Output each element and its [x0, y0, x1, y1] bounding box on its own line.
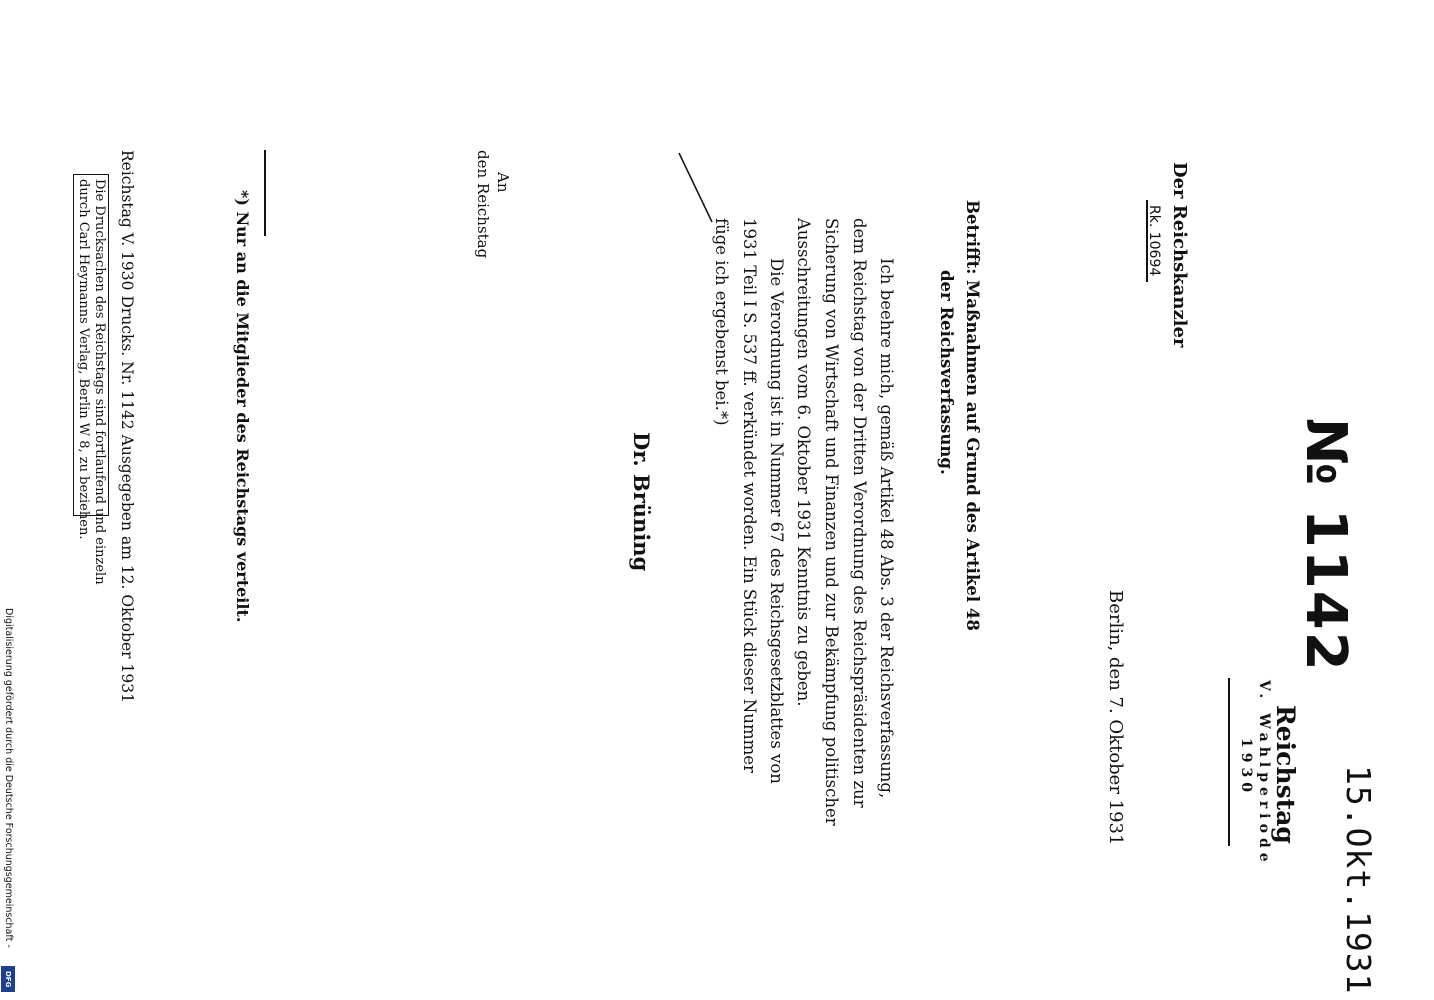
body-line: Die Verordnung ist in Nummer 67 des Reichsgesetzblattes von	[767, 258, 786, 784]
body-line: dem Reichstag von der Dritten Verordnung des Reichspräsidenten zur	[850, 218, 869, 808]
body-line: füge ich ergebenst bei.*)	[712, 218, 731, 426]
body-line: Ich beehre mich, gemäß Artikel 48 Abs. 3 der Reichsverfassung,	[877, 258, 896, 799]
recipient-line-1: An	[494, 172, 512, 193]
stamp-bracket-line	[1228, 678, 1230, 846]
recipient-line-2: den Reichstag	[474, 150, 492, 259]
imprint-line: Reichstag V. 1930 Drucks. Nr. 1142 Ausgegeben am 12. Oktober 1931	[118, 150, 136, 703]
document-number-stamp: № 1142	[1293, 418, 1358, 673]
received-date-stamp: 15.Okt.1931	[1339, 765, 1378, 995]
distribution-note-box	[73, 174, 109, 585]
footnote-rule	[264, 150, 266, 236]
body-line: Ausschreitungen vom 6. Oktober 1931 Kenntnis zu geben.	[794, 218, 813, 707]
body-line: Sicherung von Wirtschaft und Finanzen und zur Bekämpfung politischer	[822, 218, 841, 826]
footnote: *) Nur an die Mitglieder des Reichstags verteilt.	[233, 190, 252, 623]
reichstag-stamp-label: Reichstag	[1271, 705, 1300, 844]
sender: Der Reichskanzler	[1169, 162, 1190, 348]
distribution-note-line-2: durch Carl Heymanns Verlag, Berlin W 8, zu beziehen.	[76, 179, 91, 540]
wahlperiode-label: V. Wahlperiode	[1256, 680, 1272, 867]
wahlperiode-year: 1930	[1238, 738, 1254, 797]
distribution-note-line-1: Die Drucksachen des Reichstags sind fortlaufend und einzeln	[92, 179, 107, 585]
dfg-logo: DFG	[1, 966, 15, 992]
subject-line-1: Betrifft: Maßnahmen auf Grund des Artikel 48	[963, 200, 982, 631]
place-date: Berlin, den 7. Oktober 1931	[1105, 590, 1126, 846]
digitization-credit: Digitalisierung gefördert durch die Deutsche Forschungsgemeinschaft -	[3, 608, 14, 948]
subject-line-2: der Reichsverfassung.	[937, 270, 956, 475]
signature: Dr. Brüning	[629, 432, 654, 572]
pen-stroke	[676, 150, 716, 226]
body-line: 1931 Teil I S. 537 ff. verkündet worden. Ein Stück dieser Nummer	[740, 218, 759, 773]
reference-number: Rk. 10694	[1146, 205, 1162, 277]
